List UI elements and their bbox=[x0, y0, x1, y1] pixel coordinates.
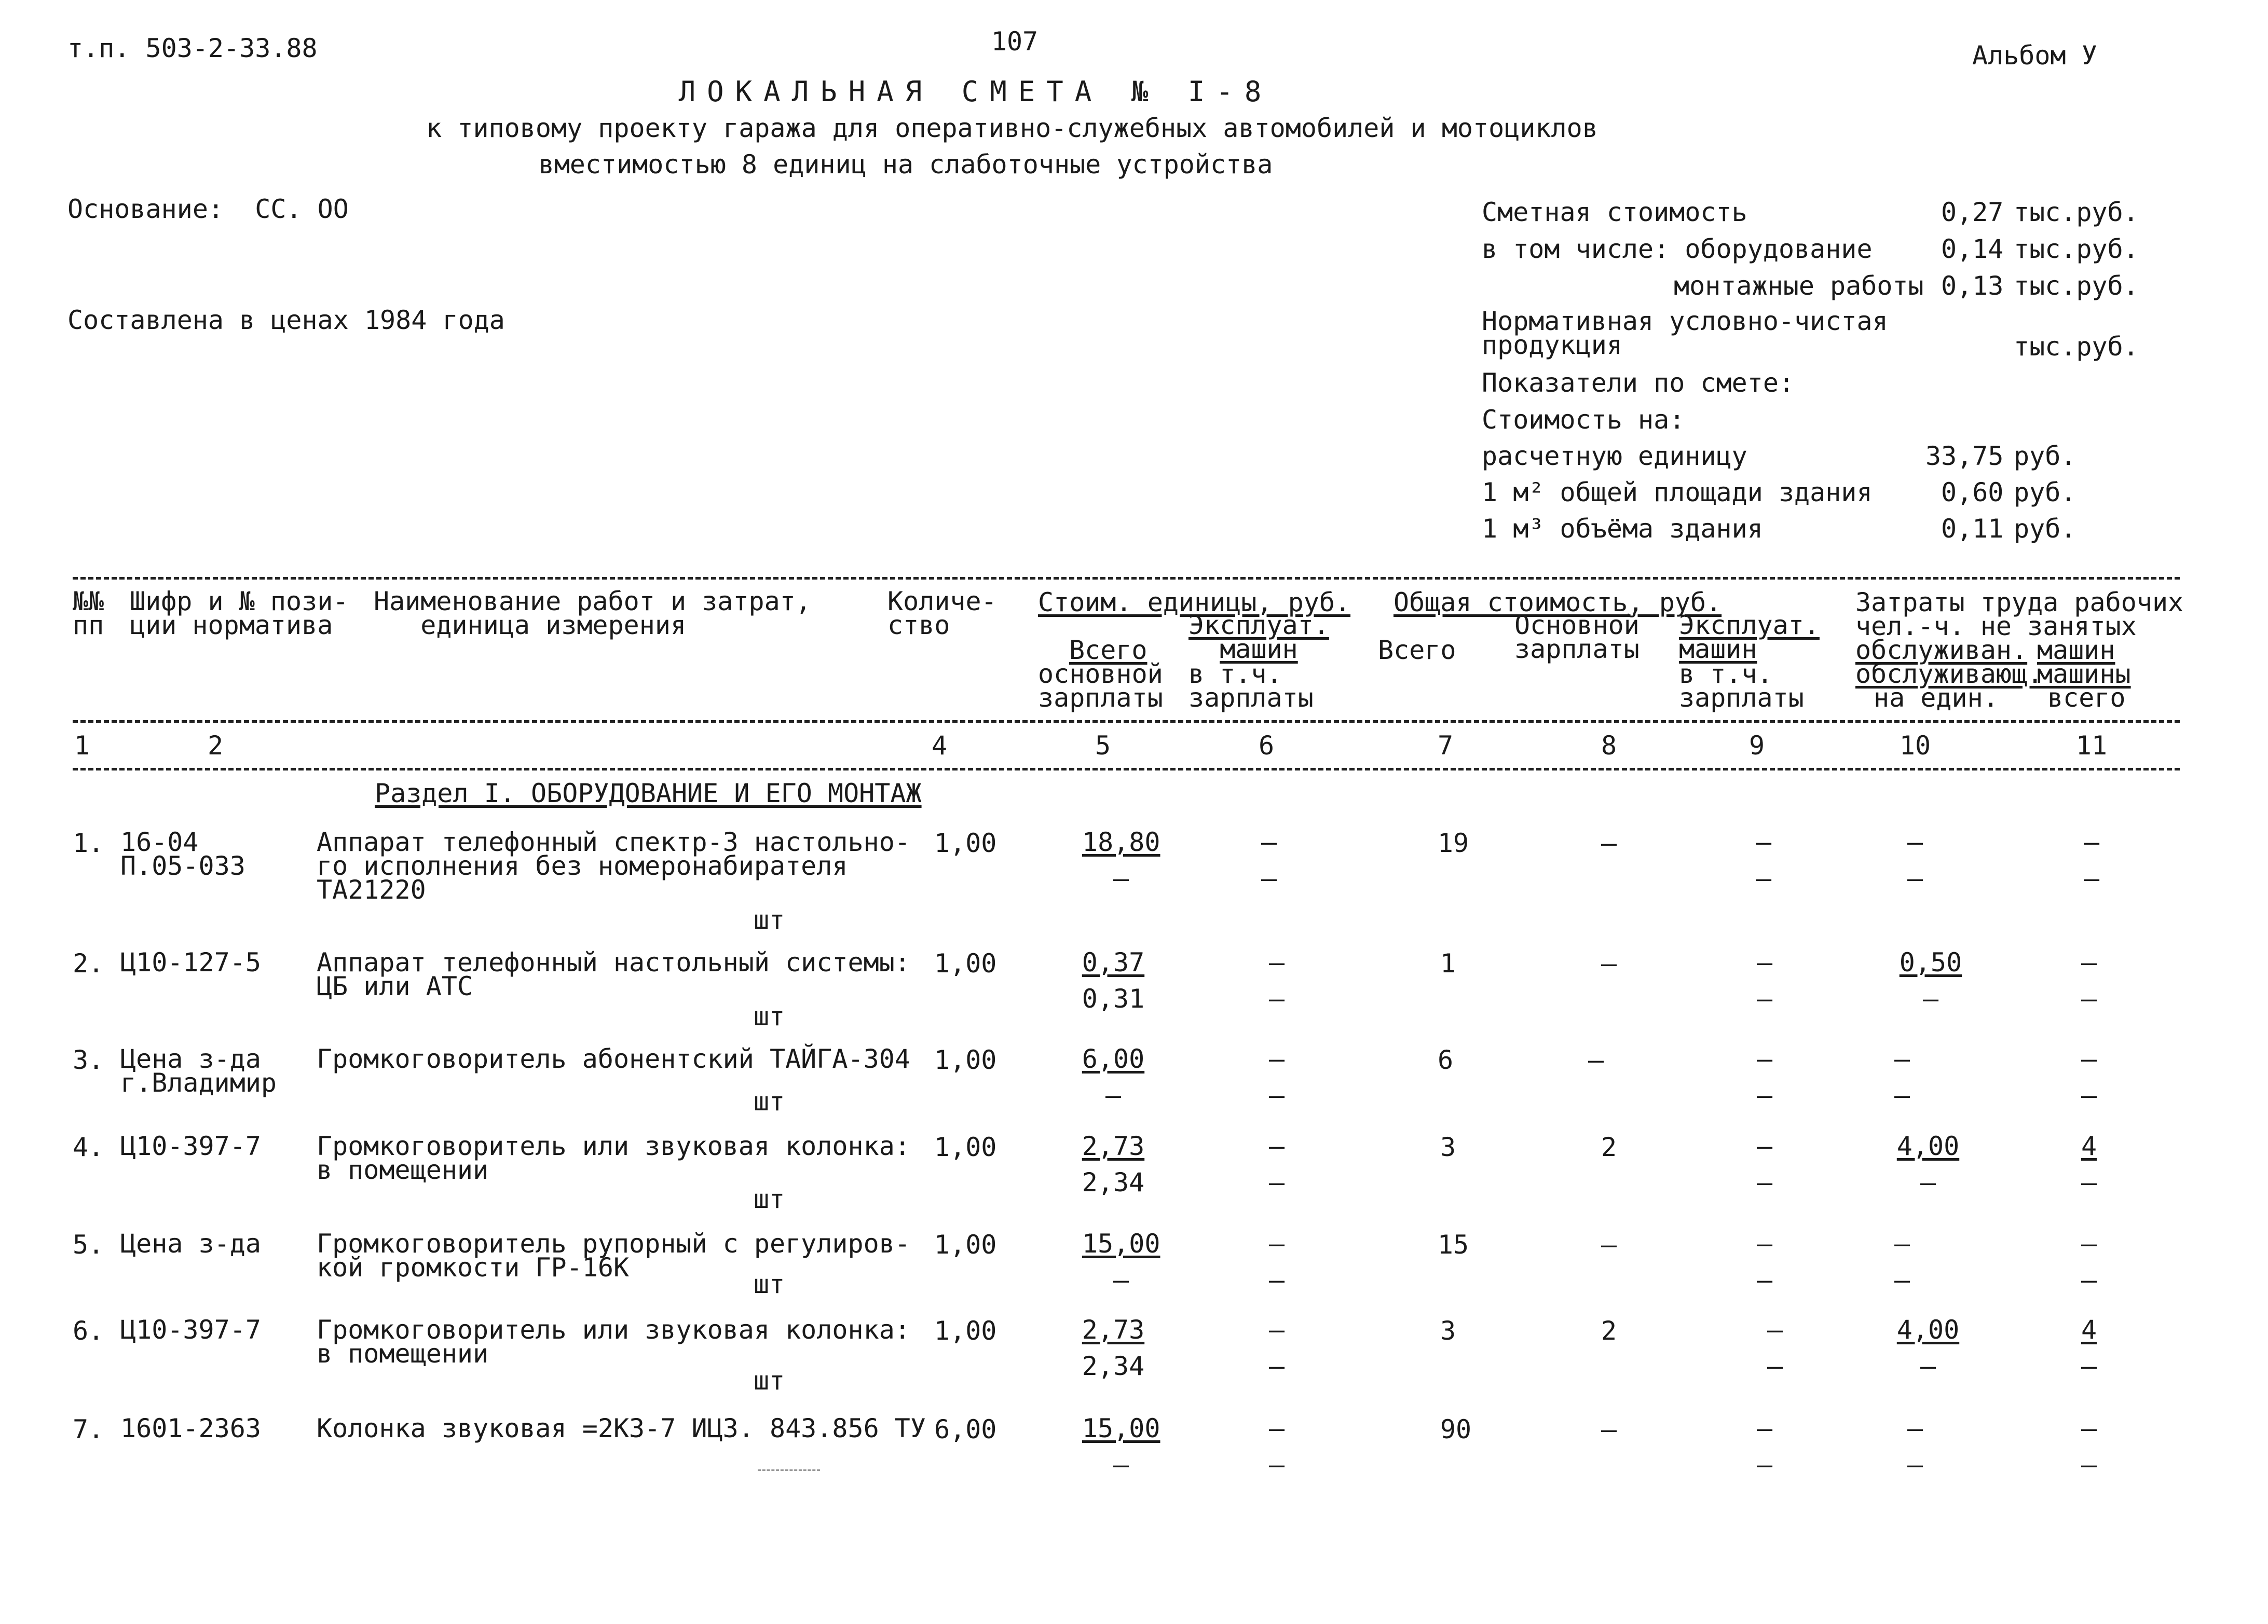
row-labor-unit: – – bbox=[1907, 827, 1923, 893]
table-rule-top bbox=[73, 577, 2180, 580]
row-qty: 1,00 bbox=[934, 1132, 997, 1162]
row-unit-cost: 15,00 – bbox=[1082, 1413, 1160, 1480]
header-col-5-bottom: основной зарплаты bbox=[1038, 659, 1163, 713]
album-label: Альбом У bbox=[1972, 40, 2097, 71]
row-total-wage: – bbox=[1601, 828, 1617, 858]
row-total-wage: 2 bbox=[1601, 1132, 1617, 1162]
subtitle-line-2: вместимостью 8 единиц на слаботочные устройства bbox=[538, 149, 1273, 180]
header-labor-group: Затраты труда рабочих bbox=[1855, 587, 2184, 617]
summary-label: Стоимость на: bbox=[1482, 405, 1685, 435]
row-total-machine: – – bbox=[1756, 1044, 1773, 1110]
row-labor-unit: 4,00 – bbox=[1896, 1315, 1960, 1381]
summary-value: 33,75 bbox=[1925, 441, 2004, 471]
row-total: 3 bbox=[1440, 1316, 1456, 1346]
summary-unit: тыс.руб. bbox=[2014, 271, 2139, 301]
row-labor-unit: 4,00 – bbox=[1896, 1131, 1960, 1198]
row-number: 3. bbox=[73, 1045, 104, 1075]
header-col-1: №№ пп bbox=[73, 586, 104, 640]
row-unit-cost: $\frac{2,73}{2,34}$ bbox=[1082, 1131, 1145, 1198]
row-code: 16-04 П.05-033 bbox=[120, 827, 245, 881]
header-col-8: Основной зарплаты bbox=[1514, 610, 1639, 664]
header-col-2: Шифр и № пози- ции норматива bbox=[130, 586, 349, 640]
column-number: 4 bbox=[931, 731, 948, 761]
header-col-11-mid: машины bbox=[2037, 659, 2131, 689]
page-title: ЛОКАЛЬНАЯ СМЕТА № I-8 bbox=[678, 75, 1273, 108]
row-code: Ц10-397-7 bbox=[120, 1131, 261, 1161]
row-machine-cost: – – bbox=[1268, 1229, 1285, 1295]
row-qty: 1,00 bbox=[934, 948, 997, 979]
summary-unit: тыс.руб. bbox=[2014, 197, 2139, 227]
row-total-machine: – – bbox=[1756, 947, 1773, 1014]
column-number: 1 bbox=[74, 731, 90, 761]
summary-label: монтажные работы bbox=[1674, 271, 1924, 301]
row-number: 1. bbox=[73, 828, 104, 858]
header-col-5-top: Всего bbox=[1069, 635, 1147, 665]
header-col-11-bottom: всего bbox=[2047, 683, 2126, 713]
header-col-7: Всего bbox=[1378, 635, 1456, 665]
divider-mark bbox=[758, 1469, 820, 1471]
column-number: 9 bbox=[1748, 731, 1765, 761]
row-total-wage: 2 bbox=[1601, 1316, 1617, 1346]
summary-unit: тыс.руб. bbox=[2014, 332, 2139, 362]
row-code: Ц10-397-7 bbox=[120, 1315, 261, 1345]
column-number: 2 bbox=[207, 731, 224, 761]
row-machine-cost: – – bbox=[1268, 1044, 1285, 1110]
row-qty: 1,00 bbox=[934, 828, 997, 858]
summary-unit: тыс.руб. bbox=[2014, 234, 2139, 264]
row-name: Аппарат телефонный спектр-3 настольно- го исполнения без номеронабирателя ТА21220 bbox=[317, 827, 910, 905]
row-total: 6 bbox=[1437, 1045, 1454, 1075]
row-total-wage: – bbox=[1588, 1045, 1604, 1075]
row-total: 15 bbox=[1437, 1230, 1469, 1260]
row-labor-total: 4 – bbox=[2081, 1315, 2097, 1381]
row-number: 5. bbox=[73, 1230, 104, 1260]
prices-year: Составлена в ценах 1984 года bbox=[67, 305, 505, 335]
doc-code: т.п. 503-2-33.88 bbox=[67, 33, 318, 63]
row-labor-unit: – – bbox=[1894, 1229, 1910, 1295]
header-unit-cost-group: Стоим. единицы, руб. bbox=[1038, 587, 1351, 617]
row-number: 6. bbox=[73, 1316, 104, 1346]
summary-label: Нормативная условно-чистая продукция bbox=[1482, 306, 1888, 360]
summary-value: 0,11 bbox=[1941, 514, 2004, 544]
row-total-machine: – – bbox=[1767, 1315, 1783, 1381]
row-labor-total: – – bbox=[2081, 947, 2097, 1014]
header-col-6-top: Эксплуат. машин bbox=[1188, 610, 1329, 664]
summary-label: 1 м² общей площади здания bbox=[1482, 477, 1873, 507]
row-total-machine: – – bbox=[1756, 1131, 1773, 1198]
row-unit: шт bbox=[754, 1001, 785, 1031]
summary-value: 0,14 bbox=[1941, 234, 2004, 264]
column-number: 11 bbox=[2075, 731, 2108, 761]
row-qty: 1,00 bbox=[934, 1316, 997, 1346]
header-col-6-bottom: в т.ч. зарплаты bbox=[1188, 659, 1314, 713]
row-total: 19 bbox=[1437, 828, 1469, 858]
row-name: Колонка звуковая =2К3-7 ИЦЗ. 843.856 ТУ bbox=[317, 1413, 926, 1443]
row-name: Аппарат телефонный настольный системы: ЦБ или АТС bbox=[317, 947, 910, 1001]
basis: Основание: СС. ОО bbox=[67, 194, 349, 224]
row-name: Громкоговоритель или звуковая колонка: в помещении bbox=[317, 1315, 910, 1369]
row-unit-cost: $\frac{2,73}{2,34}$ bbox=[1082, 1315, 1145, 1381]
row-labor-unit: – – bbox=[1894, 1044, 1910, 1110]
header-col-10-mid: обслуживающ. bbox=[1855, 659, 2043, 689]
row-machine-cost: – – bbox=[1268, 1315, 1285, 1381]
row-total-machine: – – bbox=[1756, 1413, 1773, 1480]
row-total: 3 bbox=[1440, 1132, 1456, 1162]
summary-label: в том числе: оборудование bbox=[1482, 234, 1873, 264]
row-code: Цена з-да bbox=[120, 1229, 261, 1259]
summary-value: 0,27 bbox=[1941, 197, 2004, 227]
header-col-11-top: машин bbox=[2037, 635, 2115, 665]
row-number: 2. bbox=[73, 948, 104, 979]
row-total-machine: – – bbox=[1756, 1229, 1773, 1295]
row-total: 90 bbox=[1440, 1414, 1472, 1444]
summary-value: 0,60 bbox=[1941, 477, 2004, 507]
header-col-3: Наименование работ и затрат, единица измерения bbox=[374, 586, 811, 640]
header-total-cost-group: Общая стоимость, руб. bbox=[1393, 587, 1722, 617]
row-total-wage: – bbox=[1601, 1230, 1617, 1260]
header-col-9-top: Эксплуат. машин bbox=[1679, 610, 1820, 664]
summary-label: расчетную единицу bbox=[1482, 441, 1747, 471]
row-total: 1 bbox=[1440, 948, 1456, 979]
row-unit: шт bbox=[754, 1269, 785, 1299]
summary-label: Показатели по смете: bbox=[1482, 368, 1795, 398]
section-title: Раздел I. ОБОРУДОВАНИЕ И ЕГО МОНТАЖ bbox=[375, 778, 922, 808]
column-number: 5 bbox=[1095, 731, 1111, 761]
row-unit: шт bbox=[754, 1086, 785, 1117]
row-labor-unit: 0,50 – bbox=[1899, 947, 1962, 1014]
summary-unit: руб. bbox=[2014, 514, 2076, 544]
header-col-9-bottom: в т.ч. зарплаты bbox=[1679, 659, 1804, 713]
summary-unit: руб. bbox=[2014, 477, 2076, 507]
row-labor-total: 4 – bbox=[2081, 1131, 2097, 1198]
subtitle-line-1: к типовому проекту гаража для оперативно-служебных автомобилей и мотоциклов bbox=[426, 113, 1598, 143]
summary-label: Сметная стоимость bbox=[1482, 197, 1747, 227]
row-qty: 6,00 bbox=[934, 1414, 997, 1444]
row-name: Громкоговоритель или звуковая колонка: в помещении bbox=[317, 1131, 910, 1185]
row-total-wage: – bbox=[1601, 948, 1617, 979]
header-col-4: Количе- ство bbox=[887, 586, 997, 640]
header-col-10-bottom: на един. bbox=[1874, 683, 1999, 713]
row-labor-total: – – bbox=[2081, 1229, 2097, 1295]
row-number: 4. bbox=[73, 1132, 104, 1162]
row-total-machine: – – bbox=[1755, 827, 1772, 893]
page-number: 107 bbox=[991, 26, 1039, 57]
column-number: 7 bbox=[1437, 731, 1454, 761]
row-labor-total: – – bbox=[2081, 1044, 2097, 1110]
row-labor-total: – – bbox=[2081, 1413, 2097, 1480]
row-code: 1601-2363 bbox=[120, 1413, 261, 1443]
row-unit-cost: 6,00 – bbox=[1082, 1044, 1145, 1110]
row-unit: шт bbox=[754, 1184, 785, 1214]
header-labor-sub: чел.-ч. не занятых bbox=[1855, 611, 2137, 641]
row-qty: 1,00 bbox=[934, 1045, 997, 1075]
summary-label: 1 м³ объёма здания bbox=[1482, 514, 1763, 544]
column-number: 6 bbox=[1258, 731, 1275, 761]
row-code: Цена з-да г.Владимир bbox=[120, 1044, 277, 1098]
row-name: Громкоговоритель рупорный с регулиров- кой громкости ГР-16К bbox=[317, 1229, 910, 1283]
row-machine-cost: – – bbox=[1268, 1413, 1285, 1480]
table-rule-bottom bbox=[73, 768, 2180, 770]
row-machine-cost: – – bbox=[1268, 1131, 1285, 1198]
row-qty: 1,00 bbox=[934, 1230, 997, 1260]
row-total-wage: – bbox=[1601, 1414, 1617, 1444]
row-unit-cost: $\frac{0,37}{0,31}$ bbox=[1082, 947, 1145, 1014]
table-rule-mid bbox=[73, 720, 2180, 723]
row-code: Ц10-127-5 bbox=[120, 947, 261, 978]
row-unit-cost: 18,80 – bbox=[1082, 827, 1160, 893]
column-number: 8 bbox=[1601, 731, 1617, 761]
summary-unit: руб. bbox=[2014, 441, 2076, 471]
header-col-10-top: обслуживан. bbox=[1855, 635, 2028, 665]
row-unit-cost: 15,00 – bbox=[1082, 1229, 1160, 1295]
row-machine-cost: – – bbox=[1268, 947, 1285, 1014]
row-labor-total: – – bbox=[2083, 827, 2100, 893]
row-unit: шт bbox=[754, 1366, 785, 1396]
summary-value: 0,13 bbox=[1941, 271, 2004, 301]
row-machine-cost: – – bbox=[1261, 827, 1277, 893]
row-labor-unit: – – bbox=[1907, 1413, 1923, 1480]
row-name: Громкоговоритель абонентский ТАЙГА-304 bbox=[317, 1044, 910, 1074]
column-number: 10 bbox=[1899, 731, 1931, 761]
row-number: 7. bbox=[73, 1414, 104, 1444]
row-unit: шт bbox=[754, 905, 785, 935]
